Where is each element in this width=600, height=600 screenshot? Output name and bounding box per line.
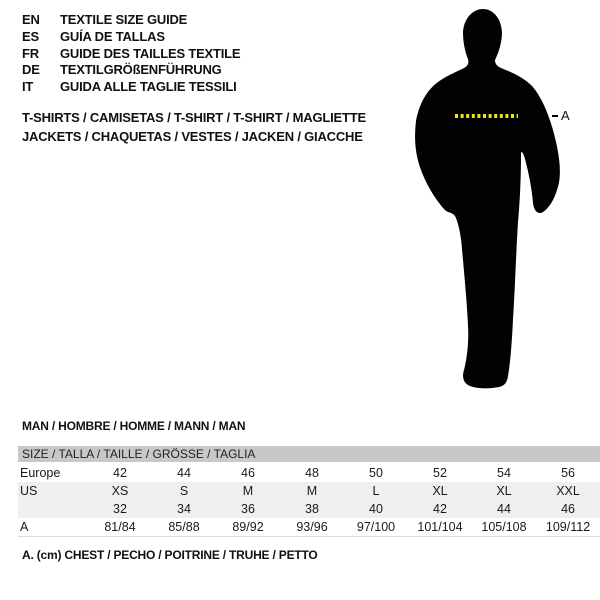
size-cell: 109/112: [536, 518, 600, 537]
language-title: GUIDA ALLE TAGLIE TESSILI: [60, 79, 237, 95]
size-cell: XL: [432, 484, 448, 498]
size-cell: 38: [305, 502, 319, 516]
language-guide-list: [22, 12, 240, 96]
size-cell: 101/104: [408, 518, 472, 537]
size-cell: 56: [561, 466, 575, 480]
language-row-fr: [22, 46, 240, 63]
size-cell: XS: [111, 484, 129, 498]
category-line-jackets: JACKETS / CHAQUETAS / VESTES / JACKEN / GIACCHE: [22, 128, 363, 144]
table-row-chest-a: [18, 518, 600, 537]
size-cell: 54: [497, 466, 511, 480]
category-line-tshirts: T-SHIRTS / CAMISETAS / T-SHIRT / T-SHIRT / MAGLIETTE: [22, 110, 366, 125]
size-cell: 52: [433, 466, 447, 480]
size-cell: 48: [305, 466, 319, 480]
size-cell: 105/108: [472, 518, 536, 537]
size-cell: 40: [369, 502, 383, 516]
table-row-numeric: [18, 500, 600, 518]
size-cell: M: [242, 484, 254, 498]
size-cell: 93/96: [280, 518, 344, 537]
size-cell: 44: [497, 502, 511, 516]
language-code: DE: [22, 62, 40, 78]
language-title: TEXTILGRÖßENFÜHRUNG: [60, 62, 222, 78]
table-row-europe: [18, 463, 600, 482]
size-cell: 81/84: [88, 518, 152, 537]
size-cell: 32: [113, 502, 127, 516]
size-cell: 36: [241, 502, 255, 516]
size-cell: 46: [241, 466, 255, 480]
size-cell: 89/92: [216, 518, 280, 537]
language-code: ES: [22, 28, 39, 44]
size-cell: XL: [496, 484, 512, 498]
size-cell: 44: [177, 466, 191, 480]
size-cell: 46: [561, 502, 575, 516]
table-row-us: [18, 482, 600, 500]
language-code: FR: [22, 45, 39, 61]
size-cell: 42: [433, 502, 447, 516]
row-label: US: [20, 484, 38, 498]
size-cell: 34: [177, 502, 191, 516]
size-cell: 85/88: [152, 518, 216, 537]
man-silhouette-shape: [415, 9, 560, 388]
language-row-es: [22, 29, 240, 46]
table-header: SIZE / TALLA / TAILLE / GRÖSSE / TAGLIA: [18, 446, 600, 463]
language-row-it: [22, 79, 240, 96]
language-code: IT: [22, 79, 34, 95]
row-label: [18, 500, 88, 518]
measurement-pointer-line: [541, 115, 558, 117]
language-code: EN: [22, 12, 40, 27]
size-table: [18, 446, 600, 537]
size-cell: 97/100: [344, 518, 408, 537]
row-label: A: [18, 518, 88, 537]
garment-categories: [22, 109, 366, 146]
language-title: GUIDE DES TAILLES TEXTILE: [60, 45, 241, 61]
row-label: Europe: [20, 466, 61, 480]
size-cell: S: [179, 484, 189, 498]
size-cell: M: [306, 484, 318, 498]
size-cell: XXL: [556, 484, 580, 498]
size-cell: 42: [113, 466, 127, 480]
section-title-man: MAN / HOMBRE / HOMME / MANN / MAN: [22, 419, 246, 433]
size-cell: L: [372, 484, 380, 498]
language-title: GUÍA DE TALLAS: [60, 28, 165, 44]
man-silhouette-figure: [405, 4, 575, 402]
measurement-footnote: A. (cm) CHEST / PECHO / POITRINE / TRUHE / PETTO: [22, 548, 318, 562]
table-header-row: [18, 446, 600, 463]
language-title: TEXTILE SIZE GUIDE: [60, 12, 188, 27]
measurement-label-a: A: [561, 108, 570, 123]
size-cell: 50: [369, 466, 383, 480]
language-row-de: [22, 62, 240, 79]
language-row-en: [22, 12, 240, 29]
